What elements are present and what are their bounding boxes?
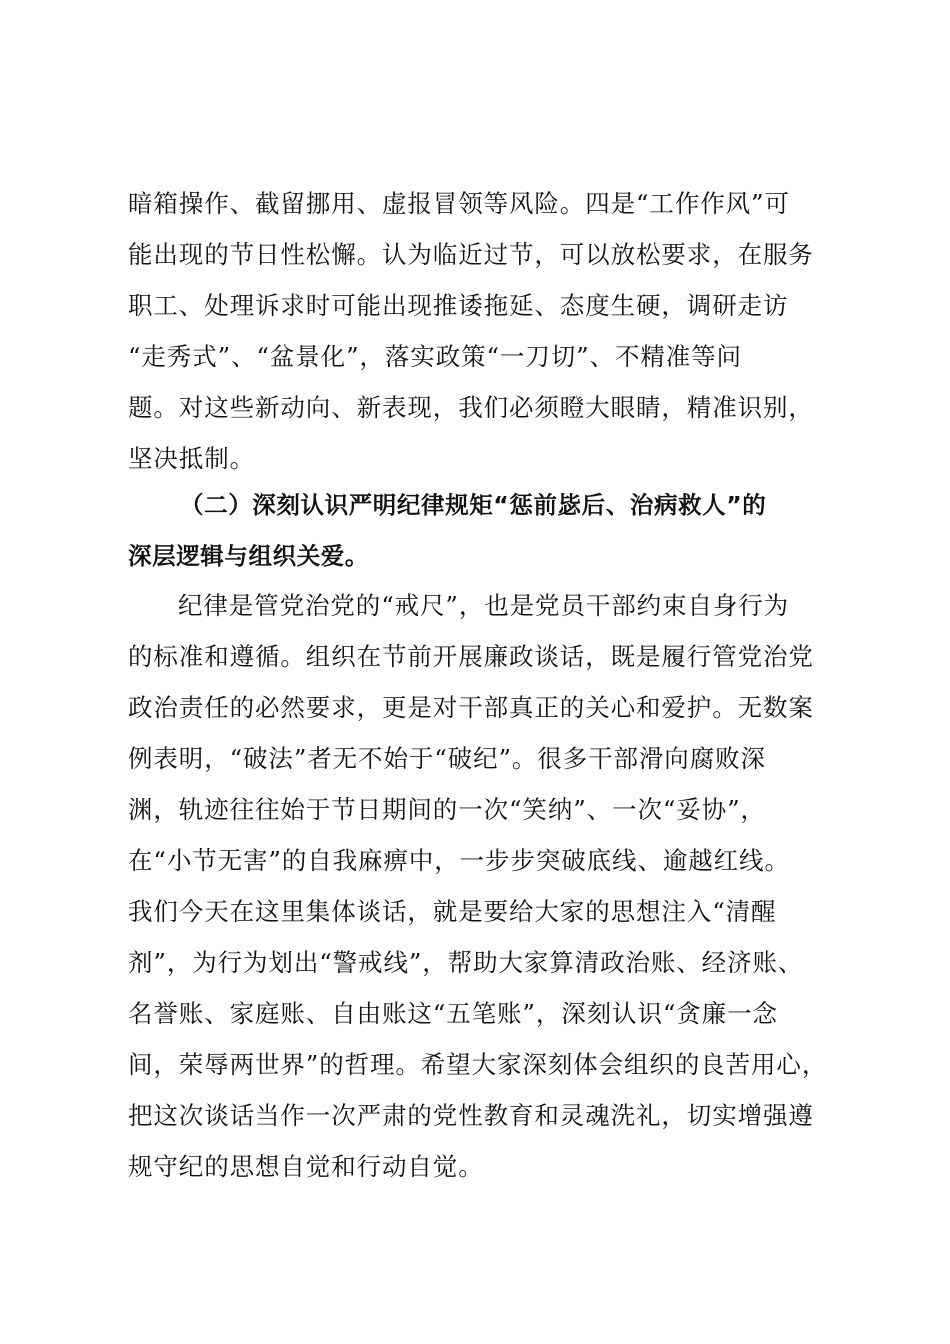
text-line: 职工、处理诉求时可能出现推诿拖延、态度生硬，调研走访 (128, 291, 789, 320)
text-line: 题。对这些新动向、新表现，我们必须瞪大眼睛，精准识别， (128, 393, 814, 422)
paragraph-1 (128, 178, 838, 484)
text-line: 把这次谈话当作一次严肃的党性教育和灵魂洗礼，切实增强遵 (128, 1101, 814, 1130)
text-line: 能出现的节日性松懈。认为临近过节，可以放松要求，在服务 (128, 240, 814, 269)
text-line: 规守纪的思想自觉和行动自觉。 (128, 1152, 484, 1181)
text-line: 名誉账、家庭账、自由账这“五笔账”，深刻认识“贪廉一念 (128, 999, 778, 1028)
heading-line: （二）深刻认识严明纪律规矩“惩前毖后、治病救人”的 (180, 491, 767, 519)
text-line: 政治责任的必然要求，更是对干部真正的关心和爱护。无数案 (128, 693, 814, 722)
text-line: 间，荣辱两世界”的哲理。希望大家深刻体会组织的良苦用心， (128, 1050, 828, 1079)
text-line: 的标准和遵循。组织在节前开展廉政谈话，既是履行管党治党 (128, 642, 814, 671)
section-heading (128, 480, 838, 582)
text-line: 剂”，为行为划出“警戒线”，帮助大家算清政治账、经济账、 (128, 948, 804, 977)
text-line: 暗箱操作、截留挪用、虚报冒领等风险。四是“工作作风”可 (128, 189, 790, 218)
text-line: 纪律是管党治党的“戒尺”，也是党员干部约束自身行为 (178, 591, 790, 620)
text-line: 例表明，“破法”者无不始于“破纪”。很多干部滑向腐败深 (128, 744, 766, 773)
text-line: “走秀式”、“盆景化”，落实政策“一刀切”、不精准等问 (128, 342, 742, 371)
text-line: 坚决抵制。 (128, 444, 255, 473)
text-line: 我们今天在这里集体谈话，就是要给大家的思想注入“清醒 (128, 897, 777, 926)
text-line: 渊，轨迹往往始于节日期间的一次“笑纳”、一次“妥协”， (128, 795, 766, 824)
text-line: 在“小节无害”的自我麻痹中，一步步突破底线、逾越红线。 (128, 846, 790, 875)
heading-line: 深层逻辑与组织关爱。 (128, 542, 369, 570)
paragraph-2 (128, 580, 838, 1192)
